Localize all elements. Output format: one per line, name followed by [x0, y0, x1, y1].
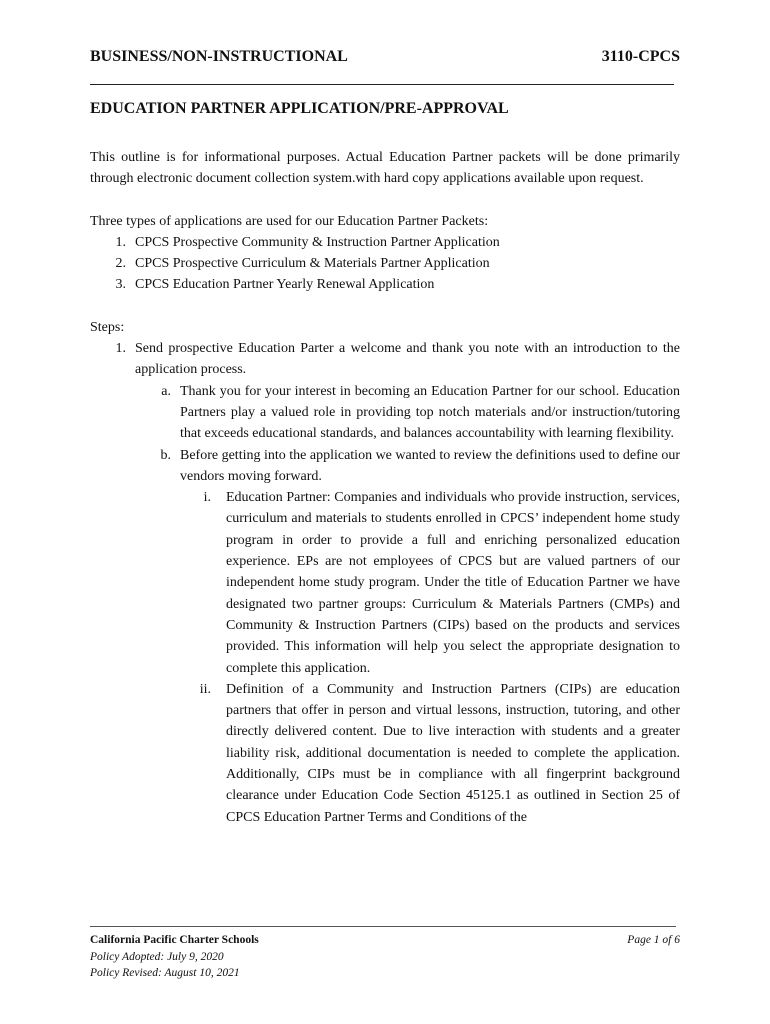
list-item: 2. CPCS Prospective Curriculum & Materials Partner Application	[115, 256, 490, 272]
definition-ii: ii. Definition of a Community and Instruction Partners (CIPs) are education partners that offer in person and virtual lessons, instruction, tutoring, and other directly delivered content. Due to live interaction with students and a greater liability risk, additional documentation is needed to complete the application. Additionally, CIPs must be in compliance with all fingerprint background clearance under Education Code Section 45125.1 as outlined in Section 25 of CPCS Education Partner Terms and Conditions of the	[199, 681, 680, 825]
footer-rule	[90, 926, 676, 927]
footer-revised: Policy Revised: August 10, 2021	[90, 967, 240, 979]
step-1-sub-a: a. Thank you for your interest in becoming an Education Partner for our school. Education Partners play a valued role in providing top notch materials and/or instruction/tutoring that exceeds educational standards, and balances accountability with learning flexibility.	[161, 383, 680, 442]
step-1-sub-b: b. Before getting into the application we wanted to review the definitions used to define our vendors moving forward.	[160, 447, 680, 484]
list-item: 3. CPCS Education Partner Yearly Renewal Application	[115, 277, 435, 293]
intro-paragraph: This outline is for informational purposes. Actual Education Partner packets will be done primarily through electronic document collection system.with hard copy applications available upon request.	[90, 150, 680, 187]
page-footer	[90, 932, 680, 982]
list-item: 1. CPCS Prospective Community & Instruction Partner Application	[115, 234, 500, 250]
header-rule	[90, 84, 674, 85]
footer-adopted: Policy Adopted: July 9, 2020	[90, 950, 224, 963]
document-title: EDUCATION PARTNER APPLICATION/PRE-APPROVAL	[90, 100, 509, 117]
page-header	[90, 48, 680, 66]
step-1: 1. Send prospective Education Parter a welcome and thank you note with an introduction to the application process.	[115, 341, 680, 378]
header-section-label: BUSINESS/NON-INSTRUCTIONAL	[90, 48, 348, 65]
types-lead: Three types of applications are used for our Education Partner Packets:	[90, 213, 489, 229]
header-policy-number: 3110-CPCS	[601, 48, 680, 65]
footer-page-number: Page 1 of 6	[627, 934, 680, 946]
definition-i: i. Education Partner: Companies and individuals who provide instruction, services, curriculum and materials to students enrolled in CPCS’ independent home study program in order to provide a full and enriching personalized education experience. EPs are not employees of CPCS but are valued partners of our independent home study program. Under the title of Education Partner we have designated two partner groups: Curriculum & Materials Partners (CMPs) and Community & Instruction Partners (CIPs) based on the products and services provided. This information will help you select the appropriate designation to complete this application.	[203, 490, 680, 676]
footer-organization: California Pacific Charter Schools	[90, 934, 259, 946]
steps-label: Steps:	[90, 319, 125, 335]
document-body	[90, 147, 680, 828]
